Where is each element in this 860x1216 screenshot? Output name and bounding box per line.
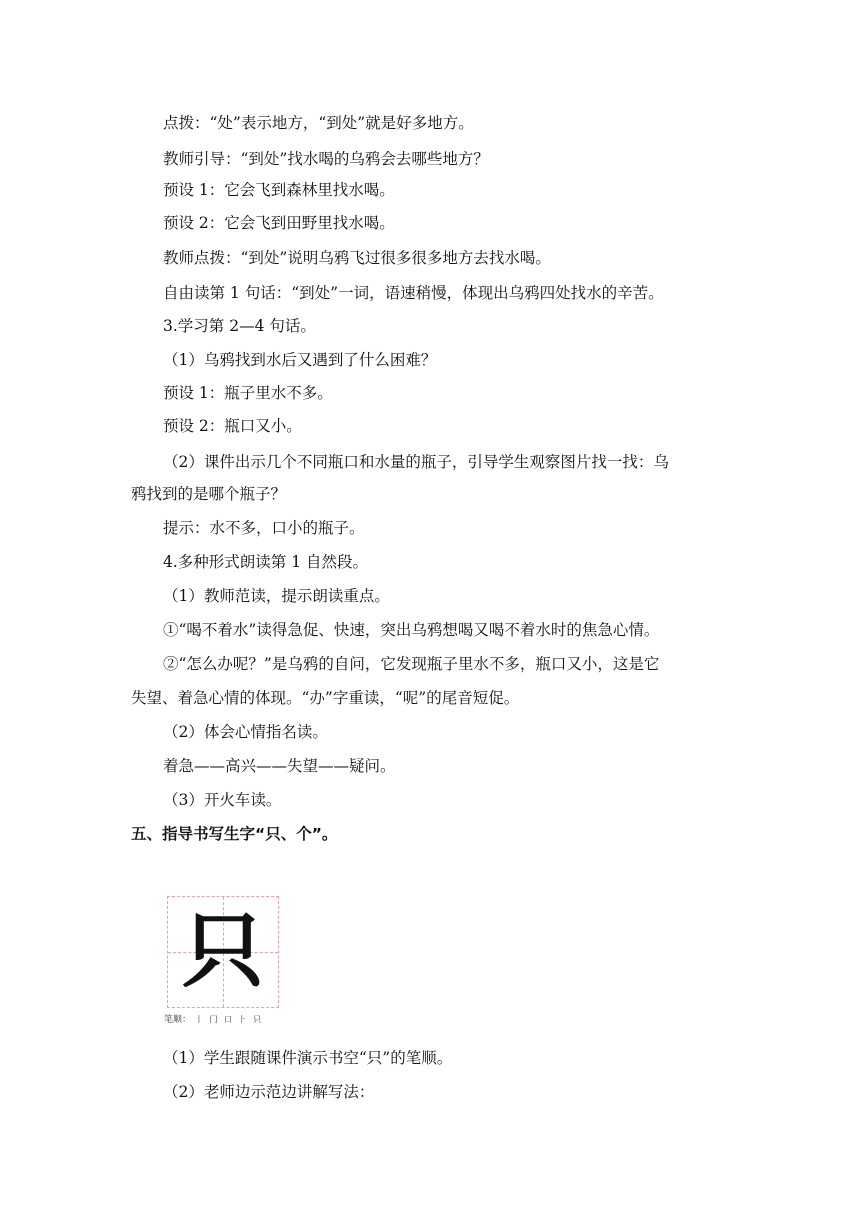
paragraph-line: 教师引导：“到处”找水喝的乌鸦会去哪些地方？ [163, 150, 489, 168]
paragraph-line: 4.多种形式朗读第 1 自然段。 [163, 553, 369, 571]
paragraph-line: 预设 1：瓶子里水不多。 [163, 384, 333, 402]
paragraph-line: 教师点拨：“到处”说明乌鸦飞过很多很多地方去找水喝。 [163, 249, 551, 267]
paragraph-line: 预设 2：它会飞到田野里找水喝。 [163, 214, 395, 232]
paragraph-line: 点拨：“处”表示地方，“到处”就是好多地方。 [163, 114, 474, 132]
paragraph-line: （3）开火车读。 [163, 791, 282, 809]
paragraph-line: （1）学生跟随课件演示书空“只”的笔顺。 [163, 1049, 453, 1067]
stroke-order-label: 笔顺： [164, 1015, 192, 1025]
paragraph-line: 鸦找到的是哪个瓶子？ [131, 485, 287, 503]
character-grid-card [167, 896, 279, 1008]
paragraph-line: 着急——高兴——失望——疑问。 [163, 757, 396, 775]
paragraph-line: 预设 1：它会飞到森林里找水喝。 [163, 181, 395, 199]
paragraph-line: （2）体会心情指名读。 [163, 723, 328, 741]
stroke-order-caption [164, 1014, 263, 1026]
paragraph-line: （1）乌鸦找到水后又遇到了什么困难？ [163, 351, 437, 369]
paragraph-line: ①“喝不着水”读得急促、快速，突出乌鸦想喝又喝不着水时的焦急心情。 [163, 621, 660, 639]
paragraph-line: 预设 2：瓶口又小。 [163, 417, 302, 435]
paragraph-line: 3.学习第 2—4 句话。 [163, 317, 316, 335]
paragraph-line: （2）课件出示几个不同瓶口和水量的瓶子，引导学生观察图片找一找：乌 [163, 453, 669, 471]
paragraph-line: （2）老师边示范边讲解写法： [163, 1083, 375, 1101]
section-heading: 五、指导书写生字“只、个”。 [131, 825, 338, 843]
paragraph-line: （1）教师范读，提示朗读重点。 [163, 587, 390, 605]
paragraph-line: 提示：水不多，口小的瓶子。 [163, 519, 365, 537]
stroke-order-sequence: 丨 冂 口 ⺊ 只 [195, 1015, 264, 1024]
grid-character: 只 [181, 904, 264, 999]
paragraph-line: 自由读第 1 句话：“到处”一词，语速稍慢，体现出乌鸦四处找水的辛苦。 [163, 284, 664, 302]
paragraph-line: 失望、着急心情的体现。“办”字重读，“呢”的尾音短促。 [131, 689, 520, 707]
paragraph-line: ②“怎么办呢？”是乌鸦的自问，它发现瓶子里水不多，瓶口又小，这是它 [163, 655, 660, 673]
